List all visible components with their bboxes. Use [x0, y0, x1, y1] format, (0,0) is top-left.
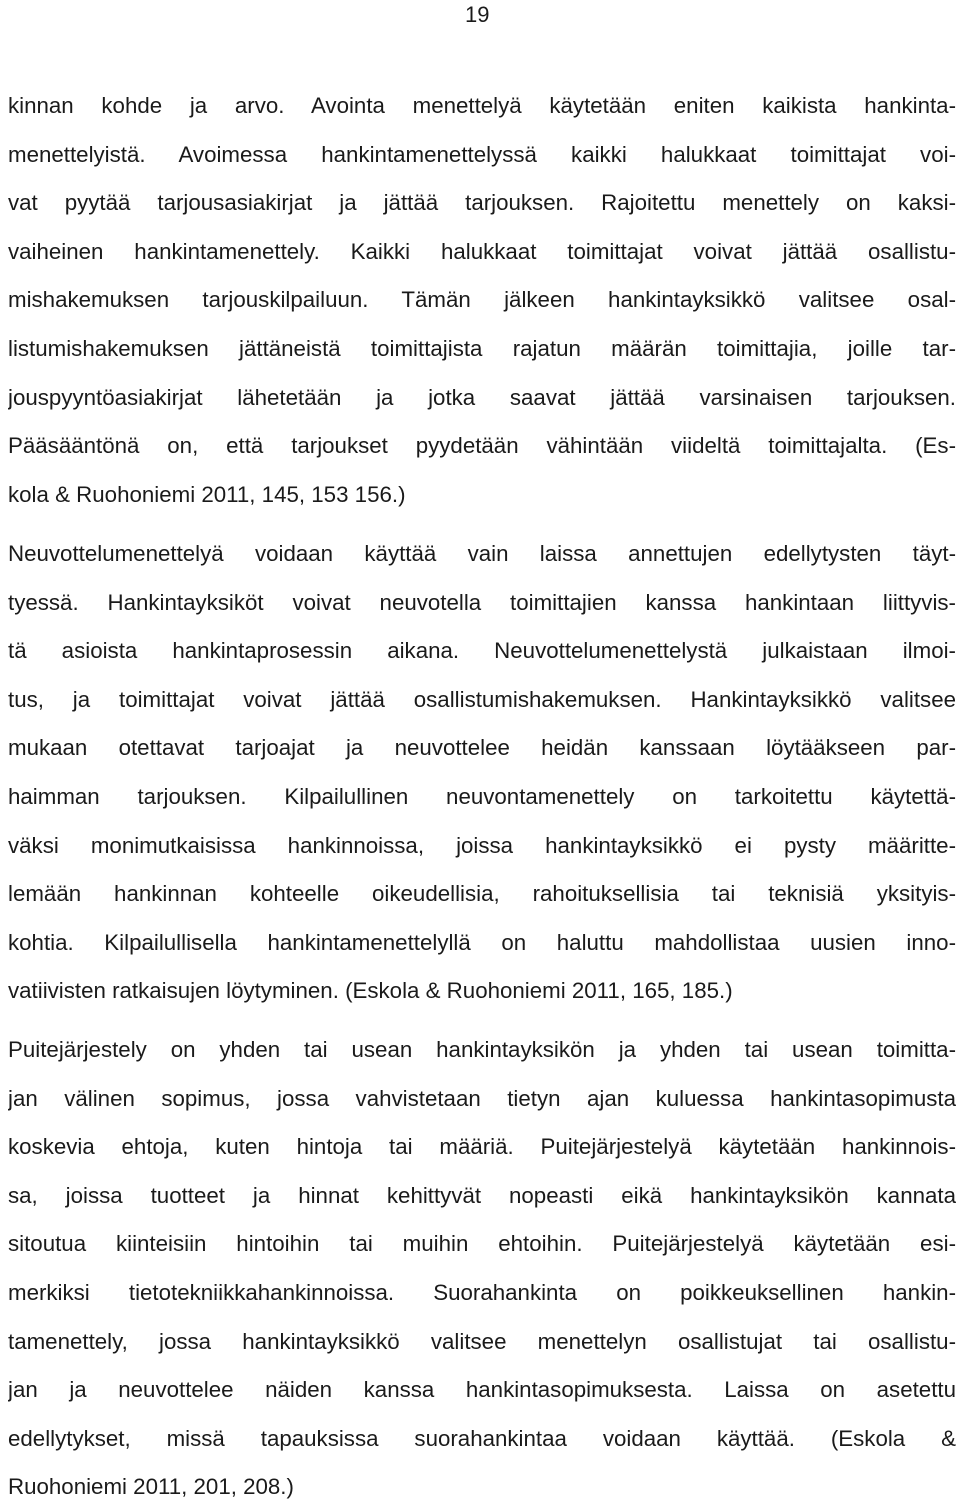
text-line: kinnan kohde ja arvo. Avointa menettelyä käytetään eniten kaikista hankinta-: [8, 93, 956, 118]
text-line: haimman tarjouksen. Kilpailullinen neuvontamenettely on tarkoitettu käytettä-: [8, 783, 956, 809]
text-line: edellytykset, missä tapauksissa suorahankintaa voidaan käyttää. (Eskola &: [8, 1425, 956, 1451]
text-line: vat pyytää tarjousasiakirjat ja jättää tarjouksen. Rajoitettu menettely on kaksi-: [8, 190, 956, 216]
text-line: merkiksi tietotekniikkahankinnoissa. Suorahankinta on poikkeuksellinen hankin-: [8, 1279, 956, 1305]
text-line: tä asioista hankintaprosessin aikana. Neuvottelumenettelystä julkaistaan ilmoi-: [8, 638, 956, 664]
text-line: Puitejärjestely on yhden tai usean hankintayksikön ja yhden tai usean toimitta-: [8, 1037, 956, 1062]
text-line: menettelyistä. Avoimessa hankintamenettelyssä kaikki halukkaat toimittajat voi-: [8, 141, 956, 167]
paragraph-negotiated-procedure: [8, 530, 956, 1016]
paragraph-procurement-procedures: [8, 82, 956, 519]
text-line: koskevia ehtoja, kuten hintoja tai määriä. Puitejärjestelyä käytetään hankinnois-: [8, 1134, 956, 1160]
text-line: kohtia. Kilpailullisella hankintamenettelyllä on haluttu mahdollistaa uusien inno-: [8, 929, 956, 955]
text-line: vatiivisten ratkaisujen löytyminen. (Eskola & Ruohoniemi 2011, 165, 185.): [8, 978, 733, 1004]
text-line: jan välinen sopimus, jossa vahvistetaan tietyn ajan kuluessa hankintasopimusta: [8, 1085, 956, 1111]
paragraph-framework-agreement: [8, 1026, 956, 1512]
text-line: vaiheinen hankintamenettely. Kaikki halukkaat toimittajat voivat jättää osallistu-: [8, 238, 956, 264]
text-line: jan ja neuvottelee näiden kanssa hankintasopimuksesta. Laissa on asetettu: [8, 1377, 956, 1403]
text-line: Pääsääntönä on, että tarjoukset pyydetään vähintään viideltä toimittajalta. (Es-: [8, 433, 956, 459]
text-line: jouspyyntöasiakirjat lähetetään ja jotka saavat jättää varsinaisen tarjouksen.: [8, 384, 956, 410]
text-line: tus, ja toimittajat voivat jättää osallistumishakemuksen. Hankintayksikkö valitsee: [8, 686, 956, 712]
text-line: sa, joissa tuotteet ja hinnat kehittyvät nopeasti eikä hankintayksikön kannata: [8, 1182, 956, 1208]
text-line: Neuvottelumenettelyä voidaan käyttää vain laissa annettujen edellytysten täyt-: [8, 541, 956, 566]
text-line: listumishakemuksen jättäneistä toimittajista rajatun määrän toimittajia, joille tar-: [8, 335, 956, 361]
text-line: Ruohoniemi 2011, 201, 208.): [8, 1474, 294, 1500]
text-line: sitoutua kiinteisiin hintoihin tai muihin ehtoihin. Puitejärjestelyä käytetään esi-: [8, 1231, 956, 1257]
page-number: 19: [465, 2, 490, 27]
text-line: väksi monimutkaisissa hankinnoissa, joissa hankintayksikkö ei pysty määritte-: [8, 832, 956, 858]
text-line: tamenettely, jossa hankintayksikkö valitsee menettelyn osallistujat tai osallistu-: [8, 1328, 956, 1354]
text-line: kola & Ruohoniemi 2011, 145, 153 156.): [8, 481, 406, 507]
text-line: lemään hankinnan kohteelle oikeudellisia, rahoituksellisia tai teknisiä yksityis-: [8, 881, 956, 907]
text-line: tyessä. Hankintayksiköt voivat neuvotella toimittajien kanssa hankintaan liittyvis-: [8, 589, 956, 615]
text-line: mukaan otettavat tarjoajat ja neuvottelee heidän kanssaan löytääkseen par-: [8, 735, 956, 761]
text-line: mishakemuksen tarjouskilpailuun. Tämän jälkeen hankintayksikkö valitsee osal-: [8, 287, 956, 313]
